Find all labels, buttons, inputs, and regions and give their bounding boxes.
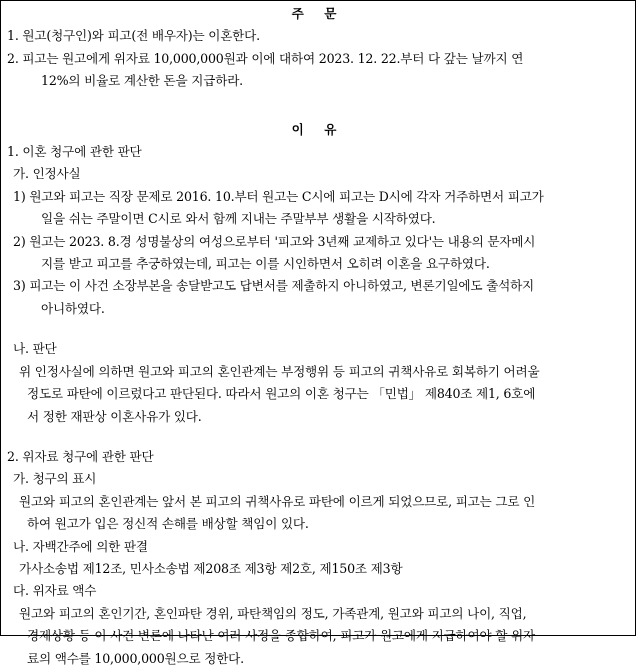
fact-2: 2) 원고는 2023. 8.경 성명불상의 여성으로부터 '피고와 3년째 교제하고 있다'는 내용의 문자메시 bbox=[13, 233, 536, 249]
ruling-line-3: 서 정한 재판상 이혼사유가 있다. bbox=[27, 408, 202, 424]
subsection-spacer bbox=[7, 320, 629, 338]
divorce-section-title: 1. 이혼 청구에 관한 판단 bbox=[7, 144, 142, 160]
consolation-amount-title: 다. 위자료 액수 bbox=[13, 583, 97, 599]
ruling-line-1: 위 인정사실에 의하면 원고와 피고의 혼인관계는 부정행위 등 피고의 귀책사유로 회복하기 어려울 bbox=[19, 363, 540, 379]
ruling-line-2: 정도로 파탄에 이르렀다고 판단된다. 따라서 원고의 이혼 청구는 「민법」 제840조 제1, 6호에 bbox=[27, 386, 536, 402]
judgment-line-1: 1. 원고(청구인)와 피고(전 배우자)는 이혼한다. bbox=[7, 28, 260, 44]
facts-title: 가. 인정사실 bbox=[13, 166, 81, 182]
fact-3: 3) 피고는 이 사건 소장부본을 송달받고도 답변서를 제출하지 아니하였고, 변론기일에도 출석하지 bbox=[13, 278, 535, 294]
ruling-title: 나. 판단 bbox=[13, 341, 57, 357]
amount-line-2: 경제상황 등 이 사건 변론에 나타난 여러 사정을 종합하여, 피고가 원고에게 지급하여야 할 위자 bbox=[27, 628, 535, 644]
section-spacer-2 bbox=[7, 428, 629, 446]
fact-2-cont: 지를 받고 피고를 추궁하였는데, 피고는 이를 시인하면서 오히려 이혼을 요구하였다. bbox=[41, 256, 490, 272]
deemed-confession-line: 가사소송법 제12조, 민사소송법 제208조 제3항 제2호, 제150조 제3항 bbox=[19, 560, 403, 576]
judgment-line-2: 2. 피고는 원고에게 위자료 10,000,000원과 이에 대하여 2023. 12. 22.부터 다 갚는 날까지 연 bbox=[7, 50, 524, 66]
claim-title: 가. 청구의 표시 bbox=[13, 471, 97, 487]
section-spacer bbox=[7, 93, 629, 119]
fact-3-cont: 아니하였다. bbox=[41, 300, 105, 316]
amount-line-3: 료의 액수를 10,000,000원으로 정한다. bbox=[27, 650, 244, 666]
judgment-line-2-cont: 12%의 비율로 계산한 돈을 지급하라. bbox=[41, 73, 243, 89]
judgment-heading: 주 문 bbox=[291, 6, 345, 21]
fact-1: 1) 원고와 피고는 직장 문제로 2016. 10.부터 원고는 C시에 피고는 D시에 각자 거주하면서 피고가 bbox=[13, 188, 544, 204]
reasons-heading: 이 유 bbox=[291, 121, 345, 137]
claim-line-1: 원고와 피고의 혼인관계는 앞서 본 피고의 귀책사유로 파탄에 이르게 되었으므로, 피고는 그로 인 bbox=[19, 493, 536, 509]
deemed-confession-title: 나. 자백간주에 의한 판결 bbox=[13, 538, 148, 554]
consolation-section-title: 2. 위자료 청구에 관한 판단 bbox=[7, 448, 154, 464]
claim-line-2: 하여 원고가 입은 정신적 손해를 배상할 책임이 있다. bbox=[27, 516, 309, 532]
amount-line-1: 원고와 피고의 혼인기간, 혼인파탄 경위, 파탄책임의 정도, 가족관계, 원고와 피고의 나이, 직업, bbox=[19, 605, 527, 621]
fact-1-cont: 일을 쉬는 주말이면 C시로 와서 함께 지내는 주말부부 생활을 시작하였다. bbox=[41, 211, 436, 227]
